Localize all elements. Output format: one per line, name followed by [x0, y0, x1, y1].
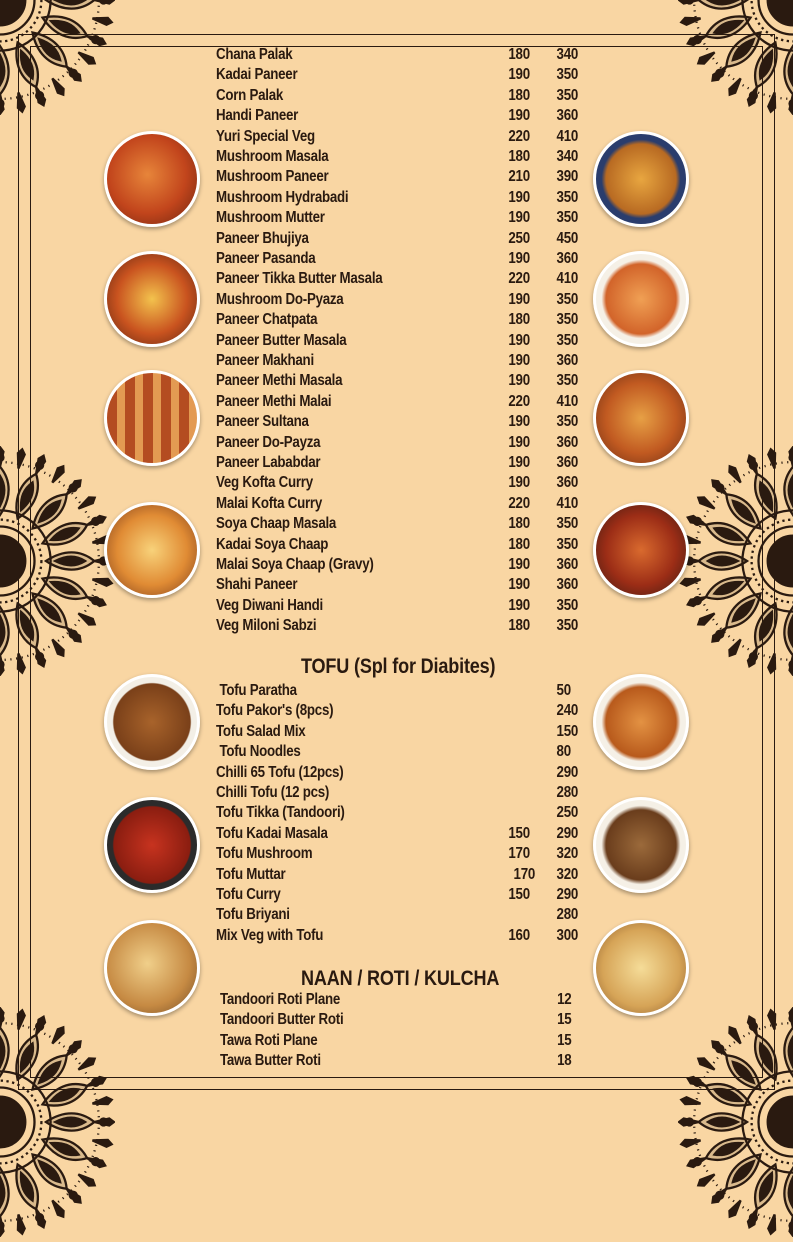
menu-item-half-price: 190 [508, 473, 529, 493]
menu-item-name: Paneer Chatpata [216, 310, 317, 330]
menu-item-name: Mushroom Do-Pyaza [216, 290, 343, 310]
dish-image-naan-left [104, 920, 200, 1016]
menu-item-name: Chilli Tofu (12 pcs) [216, 783, 329, 803]
menu-item-full-price: 350 [557, 290, 578, 310]
mandala-top-right-icon [678, 0, 793, 115]
menu-item-half-price: 180 [508, 535, 529, 555]
menu-item-name: Tandoori Roti Plane [220, 990, 340, 1010]
menu-item-full-price: 390 [557, 167, 578, 187]
dish-image-naan-right [593, 920, 689, 1016]
menu-item-full-price: 280 [557, 783, 578, 803]
menu-item-half-price: 180 [508, 86, 529, 106]
menu-item-name: Paneer Makhani [216, 351, 314, 371]
menu-item-name: Malai Soya Chaap (Gravy) [216, 555, 374, 575]
menu-item-full-price: 410 [557, 269, 578, 289]
menu-item-full-price: 290 [557, 885, 578, 905]
menu-item-name: Tofu Curry [216, 885, 281, 905]
menu-item-name: Veg Diwani Handi [216, 596, 323, 616]
menu-item-name: Mix Veg with Tofu [216, 926, 323, 946]
menu-item-full-price: 250 [557, 803, 578, 823]
menu-item-full-price: 350 [557, 616, 578, 636]
menu-item-half-price: 180 [508, 147, 529, 167]
dish-image-butter-masala [593, 251, 689, 347]
menu-item-half-price: 190 [508, 249, 529, 269]
menu-item-full-price: 350 [557, 310, 578, 330]
menu-item-name: Tandoori Butter Roti [220, 1010, 343, 1030]
menu-item-full-price: 410 [557, 127, 578, 147]
menu-item-name: Chana Palak [216, 45, 292, 65]
menu-item-name: Corn Palak [216, 86, 283, 106]
menu-item-name: Malai Kofta Curry [216, 494, 322, 514]
menu-item-full-price: 350 [557, 412, 578, 432]
menu-item-half-price: 190 [508, 371, 529, 391]
menu-item-half-price: 160 [508, 926, 529, 946]
menu-item-full-price: 360 [557, 453, 578, 473]
menu-item-name: Tofu Briyani [216, 905, 290, 925]
menu-item-half-price: 220 [508, 494, 529, 514]
dish-image-tofu-curry [593, 797, 689, 893]
menu-item-half-price: 190 [508, 351, 529, 371]
menu-item-full-price: 360 [557, 249, 578, 269]
menu-item-name: Kadai Paneer [216, 65, 297, 85]
dish-image-paneer-kadai [104, 251, 200, 347]
menu-item-half-price: 190 [508, 331, 529, 351]
menu-item-half-price: 190 [508, 555, 529, 575]
menu-item-name: Paneer Sultana [216, 412, 309, 432]
menu-item-half-price: 190 [508, 412, 529, 432]
menu-item-name: Tofu Paratha [219, 681, 296, 701]
menu-item-half-price: 150 [508, 824, 529, 844]
menu-item-full-price: 360 [557, 351, 578, 371]
dish-image-tofu-noodles [593, 674, 689, 770]
menu-item-name: Tawa Roti Plane [220, 1031, 317, 1051]
menu-item-name: Paneer Lababdar [216, 453, 320, 473]
menu-item-full-price: 410 [557, 494, 578, 514]
section-title-naan: NAAN / ROTI / KULCHA [301, 967, 499, 991]
menu-item-name: Veg Miloni Sabzi [216, 616, 316, 636]
menu-item-name: Paneer Pasanda [216, 249, 315, 269]
menu-item-full-price: 12 [557, 990, 571, 1010]
menu-item-name: Shahi Paneer [216, 575, 297, 595]
menu-item-half-price: 250 [508, 229, 529, 249]
menu-item-name: Mushroom Mutter [216, 208, 325, 228]
menu-item-full-price: 350 [557, 514, 578, 534]
menu-item-full-price: 450 [557, 229, 578, 249]
menu-item-half-price: 220 [508, 392, 529, 412]
menu-item-half-price: 220 [508, 127, 529, 147]
mandala-bottom-left-icon [0, 1007, 115, 1237]
menu-item-full-price: 320 [557, 844, 578, 864]
menu-item-full-price: 290 [557, 763, 578, 783]
dish-image-veg-curry [104, 131, 200, 227]
menu-item-name: Yuri Special Veg [216, 127, 315, 147]
menu-item-full-price: 360 [557, 106, 578, 126]
menu-item-name: Paneer Methi Masala [216, 371, 342, 391]
dish-image-tofu-pakora [104, 674, 200, 770]
menu-item-full-price: 340 [557, 147, 578, 167]
mandala-bottom-right-icon [678, 1007, 793, 1237]
menu-item-name: Mushroom Hydrabadi [216, 188, 348, 208]
menu-item-name: Paneer Do-Payza [216, 433, 320, 453]
menu-item-name: Mushroom Paneer [216, 167, 328, 187]
menu-item-half-price: 190 [508, 575, 529, 595]
menu-item-name: Tofu Mushroom [216, 844, 312, 864]
menu-item-name: Tofu Kadai Masala [216, 824, 328, 844]
dish-image-mix-veg [593, 131, 689, 227]
menu-item-full-price: 240 [557, 701, 578, 721]
menu-item-name: Soya Chaap Masala [216, 514, 336, 534]
menu-item-full-price: 350 [557, 208, 578, 228]
menu-item-half-price: 190 [508, 290, 529, 310]
menu-item-full-price: 360 [557, 575, 578, 595]
menu-item-full-price: 15 [557, 1010, 571, 1030]
menu-item-full-price: 320 [557, 865, 578, 885]
menu-item-half-price: 190 [508, 453, 529, 473]
menu-item-half-price: 190 [508, 188, 529, 208]
menu-item-name: Paneer Bhujiya [216, 229, 309, 249]
menu-item-name: Kadai Soya Chaap [216, 535, 328, 555]
menu-item-full-price: 280 [557, 905, 578, 925]
menu-item-half-price: 190 [508, 433, 529, 453]
menu-item-full-price: 350 [557, 65, 578, 85]
menu-item-full-price: 360 [557, 555, 578, 575]
menu-item-full-price: 360 [557, 433, 578, 453]
menu-item-full-price: 300 [557, 926, 578, 946]
menu-item-full-price: 50 [557, 681, 571, 701]
menu-item-name: Tofu Tikka (Tandoori) [216, 803, 345, 823]
menu-item-half-price: 190 [508, 596, 529, 616]
menu-item-name: Tawa Butter Roti [220, 1051, 321, 1071]
menu-item-full-price: 410 [557, 392, 578, 412]
dish-image-paneer-sultana [104, 502, 200, 598]
menu-item-full-price: 350 [557, 188, 578, 208]
menu-item-half-price: 180 [508, 45, 529, 65]
menu-item-full-price: 290 [557, 824, 578, 844]
menu-item-full-price: 350 [557, 331, 578, 351]
menu-item-name: Handi Paneer [216, 106, 298, 126]
mandala-mid-right-icon [678, 446, 793, 676]
menu-item-half-price: 150 [508, 885, 529, 905]
menu-item-name: Tofu Muttar [216, 865, 285, 885]
menu-item-full-price: 15 [557, 1031, 571, 1051]
menu-item-half-price: 180 [508, 310, 529, 330]
menu-item-half-price: 170 [514, 865, 535, 885]
menu-item-name: Tofu Pakor's (8pcs) [216, 701, 333, 721]
section-title-tofu: TOFU (Spl for Diabites) [301, 655, 495, 679]
menu-item-full-price: 80 [557, 742, 571, 762]
menu-item-name: Paneer Methi Malai [216, 392, 331, 412]
menu-item-name: Chilli 65 Tofu (12pcs) [216, 763, 343, 783]
menu-item-half-price: 190 [508, 208, 529, 228]
menu-item-full-price: 360 [557, 473, 578, 493]
mandala-mid-left-icon [0, 446, 115, 676]
menu-item-full-price: 350 [557, 535, 578, 555]
menu-item-name: Paneer Tikka Butter Masala [216, 269, 382, 289]
menu-item-name: Paneer Butter Masala [216, 331, 346, 351]
menu-item-half-price: 220 [508, 269, 529, 289]
menu-item-full-price: 18 [557, 1051, 571, 1071]
menu-item-half-price: 170 [508, 844, 529, 864]
menu-item-full-price: 340 [557, 45, 578, 65]
menu-item-full-price: 350 [557, 371, 578, 391]
menu-item-name: Mushroom Masala [216, 147, 328, 167]
dish-image-paneer-tikka [104, 370, 200, 466]
menu-item-half-price: 210 [508, 167, 529, 187]
menu-item-name: Tofu Noodles [219, 742, 300, 762]
menu-item-full-price: 150 [557, 722, 578, 742]
dish-image-soya-chaap [593, 502, 689, 598]
menu-item-half-price: 190 [508, 65, 529, 85]
menu-item-name: Tofu Salad Mix [216, 722, 305, 742]
menu-item-full-price: 350 [557, 596, 578, 616]
menu-item-half-price: 180 [508, 616, 529, 636]
mandala-top-left-icon [0, 0, 115, 115]
menu-item-name: Veg Kofta Curry [216, 473, 313, 493]
dish-image-chilli-tofu [104, 797, 200, 893]
menu-item-full-price: 350 [557, 86, 578, 106]
dish-image-malai-kofta [593, 370, 689, 466]
menu-item-half-price: 180 [508, 514, 529, 534]
menu-item-half-price: 190 [508, 106, 529, 126]
